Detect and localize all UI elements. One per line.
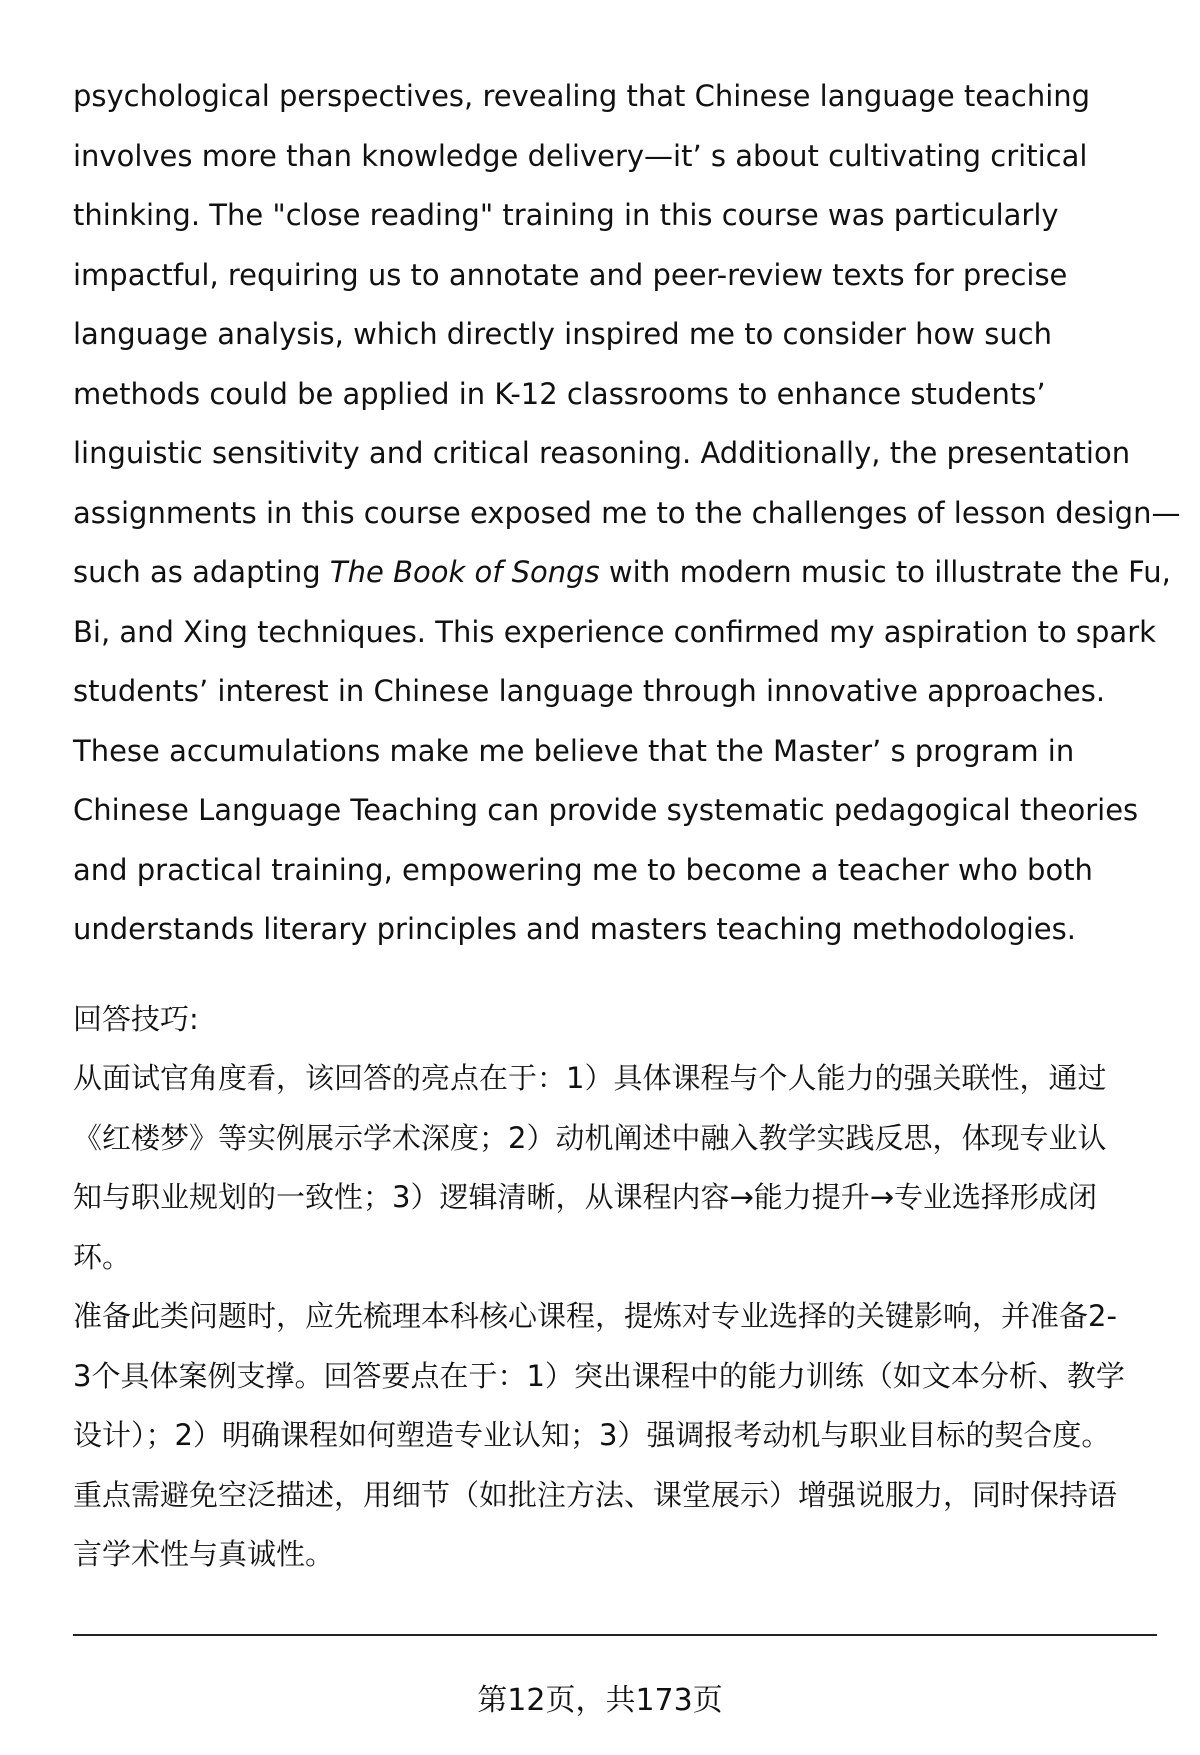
text-line: 准备此类问题时，应先梳理本科核心课程，提炼对专业选择的关键影响，并准备2- bbox=[73, 1299, 1117, 1333]
tips-heading: 回答技巧: bbox=[73, 1002, 199, 1036]
page-number: 第12页，共173页 bbox=[477, 1683, 723, 1718]
text-line: 知与职业规划的一致性；3）逻辑清晰，从课程内容→能力提升→专业选择形成闭 bbox=[73, 1180, 1098, 1214]
text-line: 言学术性与真诚性。 bbox=[73, 1537, 335, 1571]
text-line: language analysis, which directly inspired me to consider how such bbox=[73, 317, 1053, 351]
footer-divider bbox=[73, 1634, 1157, 1636]
text-line: 《红楼梦》等实例展示学术深度；2）动机阐述中融入教学实践反思，体现专业认 bbox=[73, 1120, 1107, 1155]
text-line: linguistic sensitivity and critical reasoning. Additionally, the presentation bbox=[73, 436, 1131, 470]
text-line: 环。 bbox=[73, 1239, 132, 1274]
text-line: and practical training, empowering me to become a teacher who both bbox=[73, 852, 1093, 887]
text-line: Chinese Language Teaching can provide systematic pedagogical theories bbox=[73, 793, 1139, 827]
text-line: 3个具体案例支撑。回答要点在于：1）突出课程中的能力训练（如文本分析、教学 bbox=[73, 1358, 1125, 1393]
chinese-paragraph bbox=[73, 1049, 1163, 1585]
text-line bbox=[73, 543, 1171, 603]
text-line: methods could be applied in K-12 classrooms to enhance students’ bbox=[73, 376, 1046, 411]
text-line: 重点需避免空泛描述，用细节（如批注方法、课堂展示）增强说服力，同时保持语 bbox=[73, 1477, 1118, 1512]
text-line: 从面试官角度看，该回答的亮点在于：1）具体课程与个人能力的强关联性，通过 bbox=[73, 1061, 1107, 1095]
text-line: These accumulations make me believe that the Master’ s program in bbox=[73, 733, 1075, 768]
text-line: involves more than knowledge delivery—it’ s about cultivating critical bbox=[73, 138, 1088, 173]
text-line: Bi, and Xing techniques. This experience confirmed my aspiration to spark bbox=[73, 614, 1156, 649]
text-line: psychological perspectives, revealing that Chinese language teaching bbox=[73, 79, 1091, 113]
text-line: assignments in this course exposed me to the challenges of lesson design— bbox=[73, 495, 1181, 530]
english-paragraph bbox=[73, 67, 1181, 960]
text-segment: such as adapting bbox=[73, 555, 330, 589]
text-line: thinking. The "close reading" training in this course was particularly bbox=[73, 198, 1059, 232]
text-line: impactful, requiring us to annotate and peer-review texts for precise bbox=[73, 257, 1068, 292]
text-line: understands literary principles and masters teaching methodologies. bbox=[73, 912, 1076, 946]
text-line: 设计）；2）明确课程如何塑造专业认知；3）强调报考动机与职业目标的契合度。 bbox=[73, 1418, 1111, 1452]
text-line: students’ interest in Chinese language through innovative approaches. bbox=[73, 674, 1106, 708]
text-segment: with modern music to illustrate the Fu, bbox=[599, 555, 1171, 589]
book-title: The Book of Songs bbox=[329, 555, 600, 589]
